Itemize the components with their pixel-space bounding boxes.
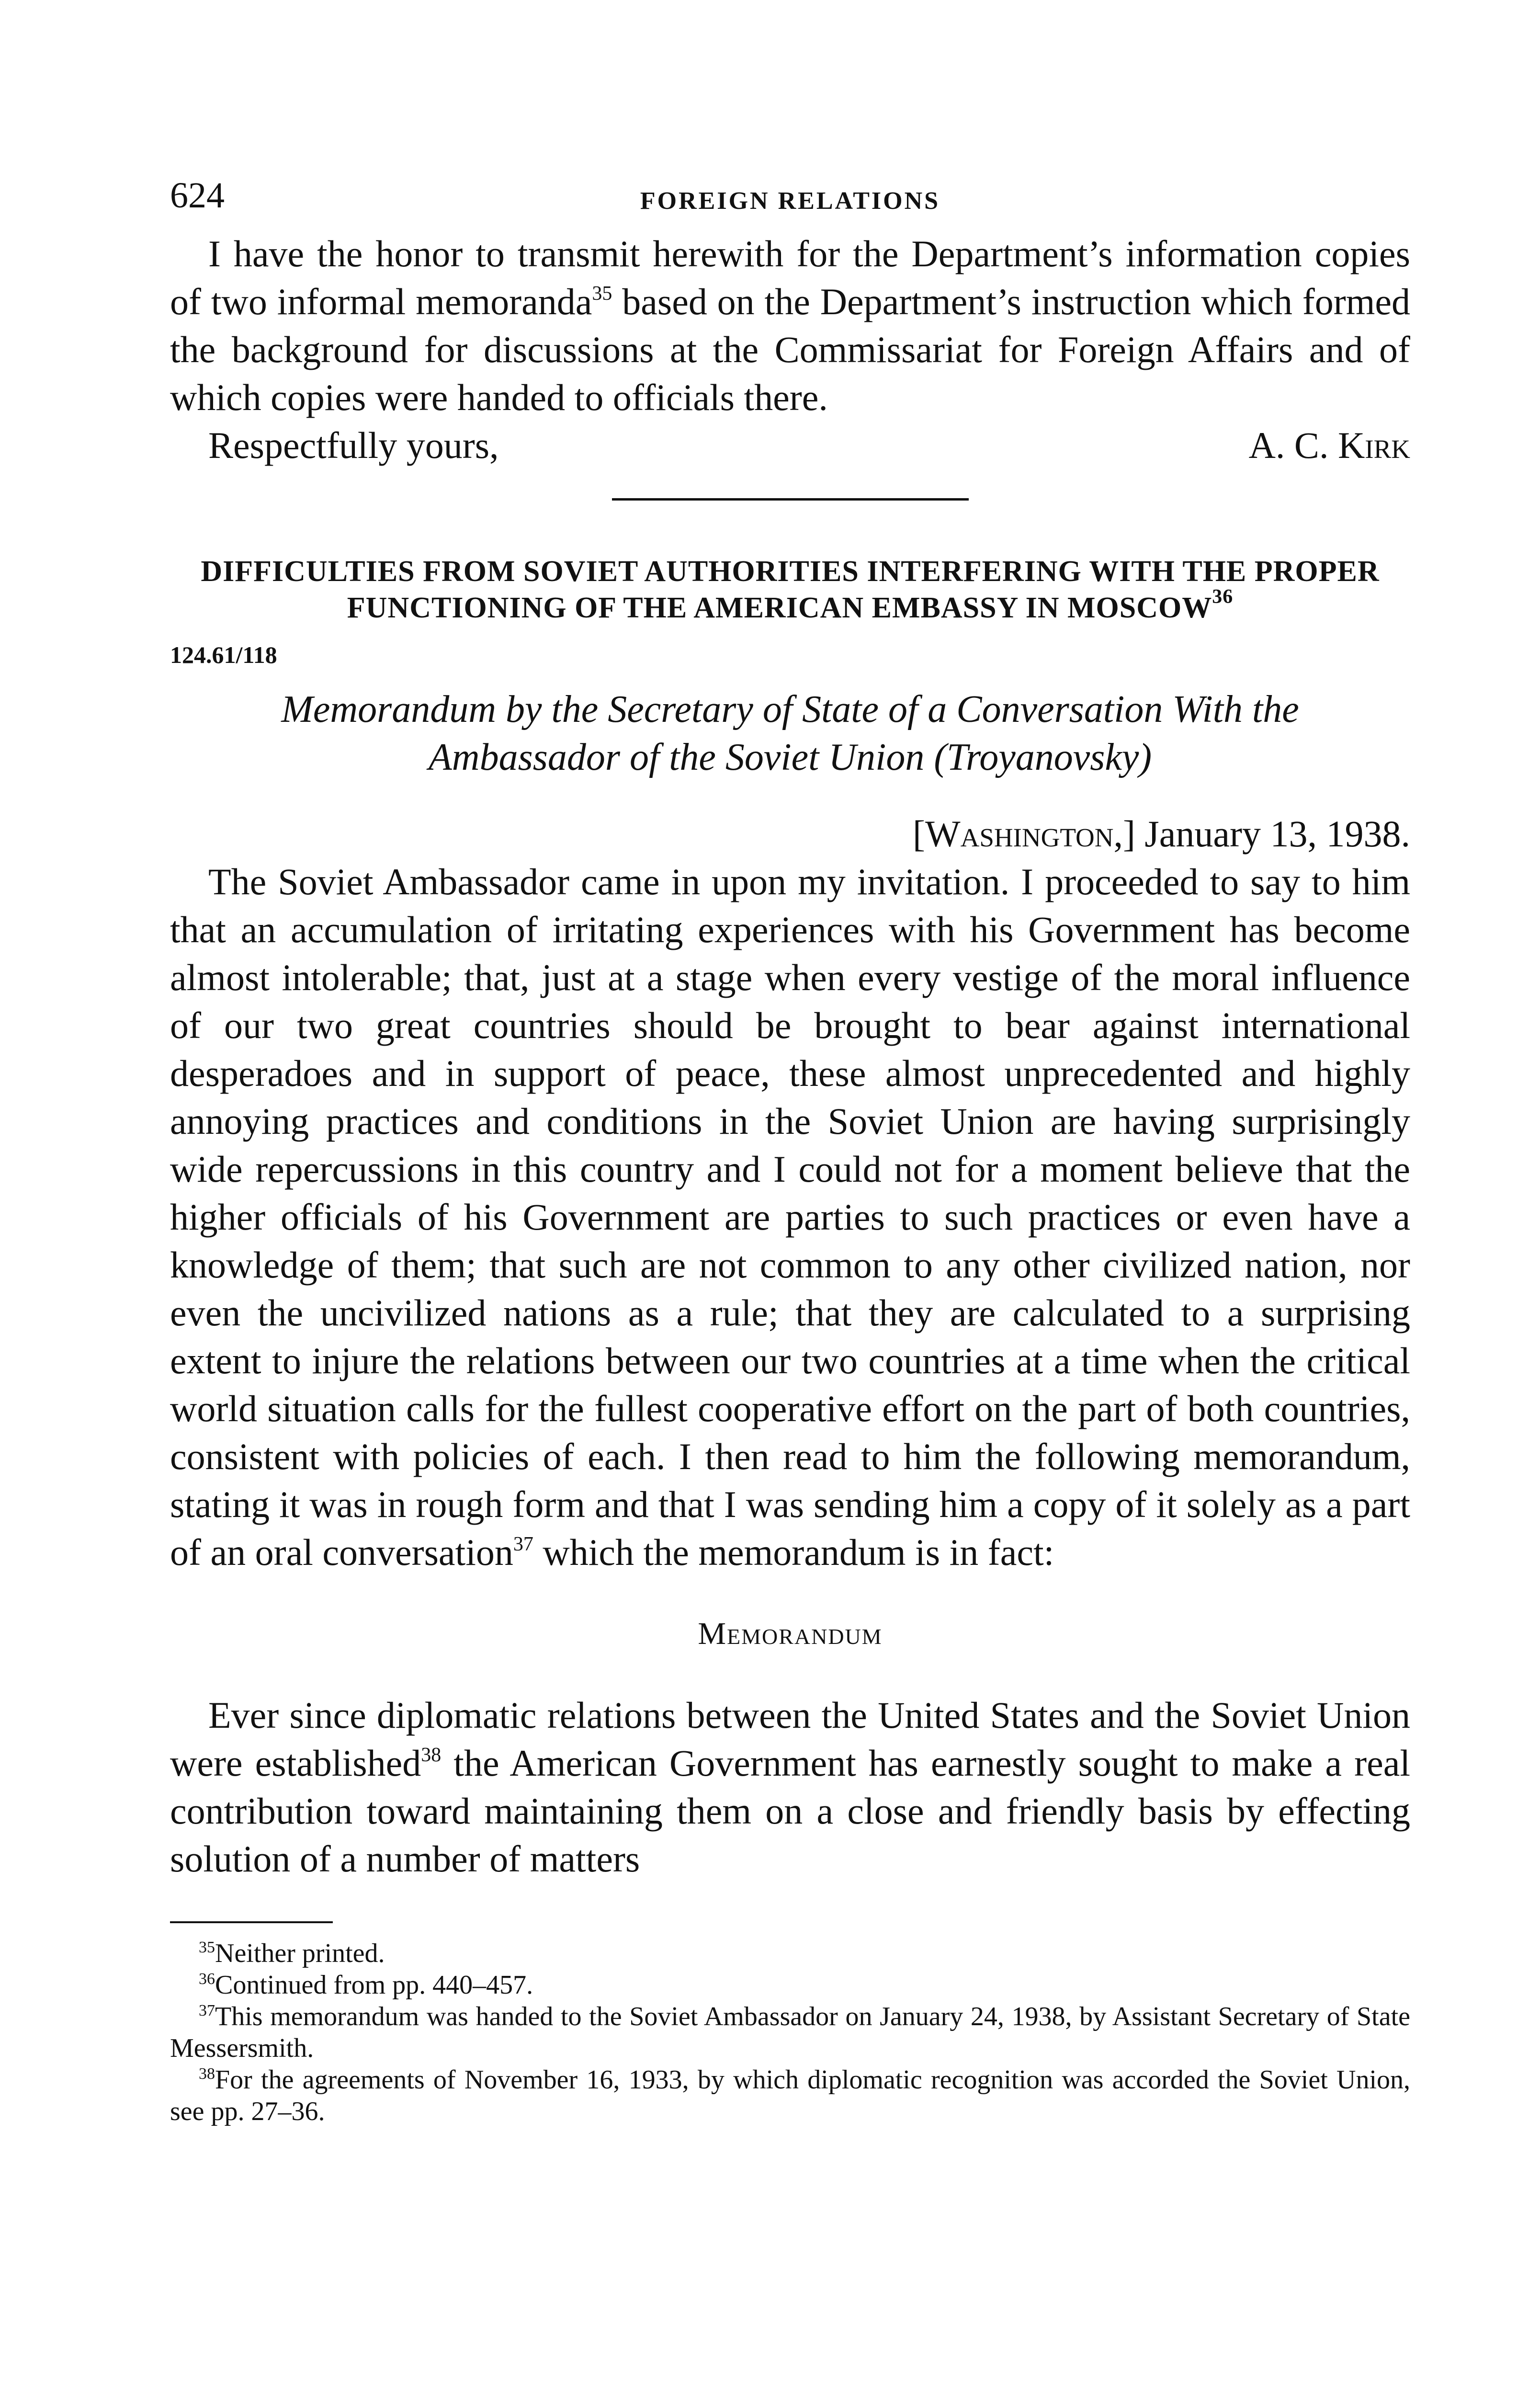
running-head: FOREIGN RELATIONS — [640, 187, 940, 215]
transmittal-text: I have the honor to transmit herewith for the Department’s information copies of two informal memoranda — [170, 233, 1410, 322]
conversation-text: The Soviet Ambassador came in upon my invitation. I proceeded to say to him that an accumulation of irritating experiences with his Government has become almost intolerable; that, just at a stage when every vestige of the moral influence of our two great countries should be brought to bear against international desperadoes and in support of peace, these almost unprecedented and highly annoying practices and conditions in the Soviet Union are having surprisingly wide repercussions in this country and I could not for a moment believe that the higher officials of his Government are parties to such practices or even have a knowledge of them; that such are not common to any other civilized nation, nor even the uncivilized nations as a rule; that they are calculated to a surprising extent to injure the relations between our two countries at a time when the critical world situation calls for the fullest cooperative effort on the part of both countries, consistent with policies of each. I then read to him the following memorandum, stating it was in rough form and that I was sending him a copy of it solely as a part of an oral conversation — [170, 861, 1410, 1573]
conversation-text-rest: which the memorandum is in fact: — [543, 1531, 1054, 1573]
transmittal-text-rest: based on the Department’s instruction which formed the background for discussions at the Commissariat for Foreign Affairs and of which copies were handed to officials there. — [170, 281, 1411, 418]
transmittal-paragraph — [170, 230, 1410, 422]
footnote-number: 36 — [199, 1970, 215, 1988]
footnote-ref-36: 36 — [1212, 586, 1234, 608]
page-number: 624 — [170, 175, 225, 216]
footnote-text: This memorandum was handed to the Soviet Ambassador on January 24, 1938, by Assistant Secretary of State Messersmith. — [170, 2002, 1410, 2063]
footnote-number: 35 — [199, 1939, 215, 1956]
section-title-text: DIFFICULTIES FROM SOVIET AUTHORITIES INTERFERING WITH THE PROPER FUNCTIONING OF THE AMERICAN EMBASSY IN MOSCOW — [201, 555, 1380, 624]
footnote-text: Continued from pp. 440–457. — [215, 1970, 533, 2000]
footnote-36 — [170, 1969, 1410, 2001]
footnote-text: For the agreements of November 16, 1933, by which diplomatic recognition was accorded the Soviet Union, see pp. 27–36. — [170, 2065, 1410, 2126]
footnote-number: 38 — [199, 2065, 215, 2083]
footnote-ref-35: 35 — [592, 283, 612, 305]
file-number: 124.61/118 — [170, 641, 277, 668]
footnote-ref-37: 37 — [513, 1533, 533, 1555]
dateline-place: Washington — [925, 813, 1114, 855]
footnote-38 — [170, 2064, 1410, 2127]
signature: A. C. Kirk — [1248, 424, 1410, 466]
memorandum-text: Ever since diplomatic relations between the United States and the Soviet Union were established — [170, 1694, 1410, 1784]
section-divider — [612, 498, 969, 501]
memorandum-text-rest: the American Government has earnestly sought to make a real contribution toward maintaining them on a close and friendly basis by effecting solution of a number of matters — [170, 1742, 1410, 1880]
memo-title — [170, 685, 1410, 781]
footnote-number: 37 — [199, 2002, 215, 2019]
memo-title-line-2: Ambassador of the Soviet Union (Troyanovsky) — [428, 736, 1152, 778]
document-page — [170, 177, 1410, 2127]
footnote-37 — [170, 2001, 1410, 2064]
memorandum-heading: Memorandum — [698, 1616, 883, 1651]
footnote-divider — [170, 1921, 333, 1923]
letter-closing — [170, 422, 1410, 469]
complimentary-close: Respectfully yours, — [208, 424, 499, 466]
memo-title-line-1: Memorandum by the Secretary of State of a Conversation With the — [281, 688, 1299, 730]
footnote-35 — [170, 1938, 1410, 1969]
dateline-date: January 13, 1938. — [1144, 813, 1410, 855]
conversation-paragraph — [170, 858, 1410, 1576]
footnote-ref-38: 38 — [421, 1744, 442, 1766]
page-header — [170, 177, 1410, 230]
dateline: [Washington,] January 13, 1938. — [913, 813, 1410, 855]
memorandum-paragraph — [170, 1691, 1410, 1883]
footnotes — [170, 1938, 1410, 2127]
section-title — [170, 553, 1410, 626]
footnote-text: Neither printed. — [215, 1939, 385, 1968]
